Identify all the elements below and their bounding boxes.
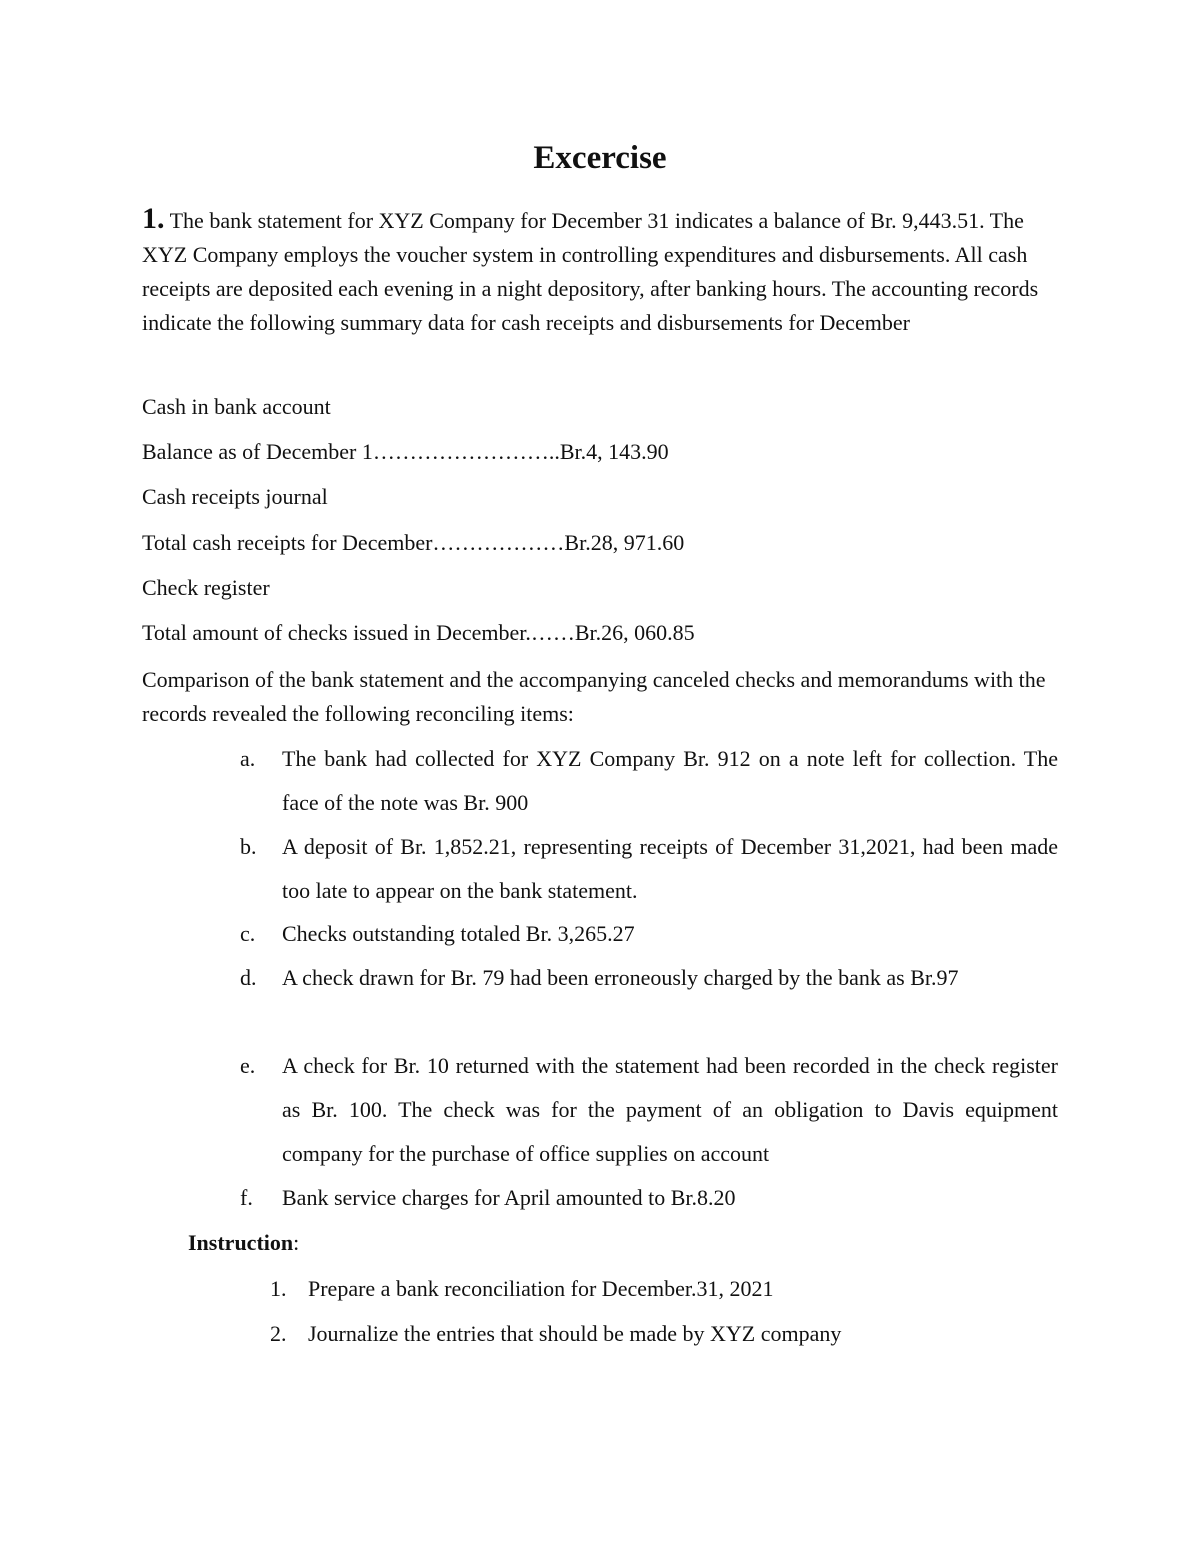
list-item-label: f. [240, 1185, 253, 1210]
list-item-text: Bank service charges for April amounted to Br.8.20 [282, 1185, 736, 1210]
balance-line: Balance as of December 1……………………..Br.4, 143.90 [142, 439, 669, 464]
list-item-text: A deposit of Br. 1,852.21, representing receipts of December 31,2021, had been made too late to appear on the bank statement. [282, 834, 1058, 903]
instruction-colon: : [293, 1230, 300, 1255]
section-label-check-register: Check register [142, 575, 270, 600]
instruction-heading [188, 1228, 299, 1258]
instruction-heading-text: Instruction [188, 1230, 294, 1255]
instruction-step-text: Prepare a bank reconciliation for December.31, 2021 [308, 1276, 774, 1301]
section-label-cash-receipts: Cash receipts journal [142, 484, 328, 509]
list-item-label: d. [240, 965, 257, 990]
list-item-text: The bank had collected for XYZ Company Br. 912 on a note left for collection. The face of the note was Br. 900 [282, 746, 1058, 815]
document-title: Excercise [533, 140, 667, 176]
instruction-step [270, 1319, 841, 1349]
comparison-paragraph: Comparison of the bank statement and the accompanying canceled checks and memorandums with the records revealed the following reconciling items: [142, 667, 1046, 726]
list-item-text: A check drawn for Br. 79 had been erroneously charged by the bank as Br.97 [282, 965, 959, 990]
list-item-label: e. [240, 1053, 256, 1078]
section-label-cash-in-bank: Cash in bank account [142, 394, 331, 419]
list-item-text: A check for Br. 10 returned with the statement had been recorded in the check register as Br. 100. The check was for the payment of an obligation to Davis equipment company for the purchase of office supplies on account [282, 1053, 1058, 1166]
checks-issued-line: Total amount of checks issued in December.……Br.26, 060.85 [142, 620, 695, 645]
question-number: 1. [142, 202, 165, 235]
list-item-label: a. [240, 746, 256, 771]
instruction-step-number: 2. [270, 1321, 287, 1346]
list-item-label: c. [240, 921, 256, 946]
intro-paragraph [142, 202, 1062, 340]
intro-text: The bank statement for XYZ Company for December 31 indicates a balance of Br. 9,443.51. The XYZ Company employs the voucher system in controlling expenditures and disbursements. All cash receipts are deposited each evening in a night depository, after banking hours. The accounting records indicate the following summary data for cash receipts and disbursements for December [142, 208, 1039, 335]
cash-receipts-line: Total cash receipts for December………………Br.28, 971.60 [142, 530, 685, 555]
instruction-step-number: 1. [270, 1276, 287, 1301]
instruction-step-text: Journalize the entries that should be made by XYZ company [308, 1321, 842, 1346]
list-item-text: Checks outstanding totaled Br. 3,265.27 [282, 921, 635, 946]
instruction-step [270, 1274, 773, 1304]
list-item-label: b. [240, 834, 257, 859]
